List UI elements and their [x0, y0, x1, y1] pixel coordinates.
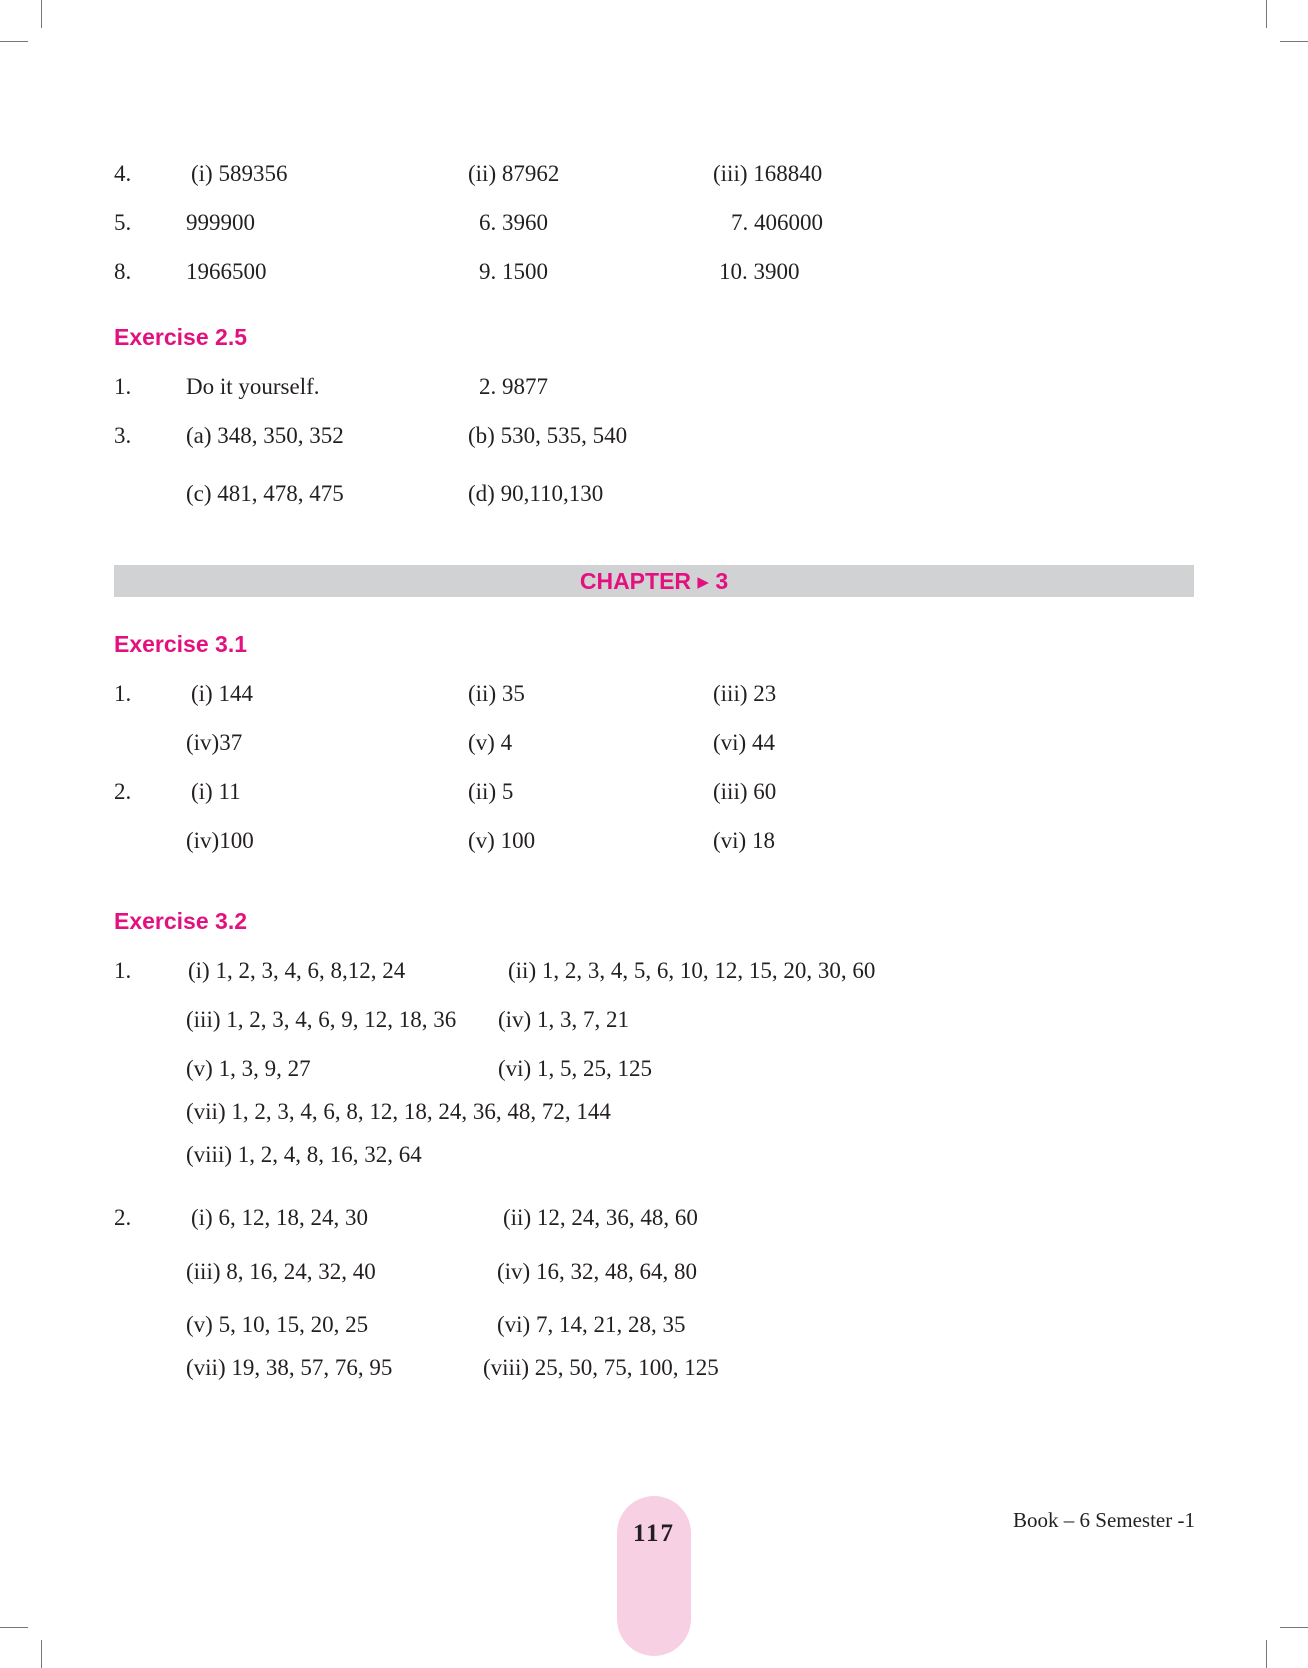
answer-item: (iv)37 — [186, 730, 243, 755]
answer-item: (b) 530, 535, 540 — [468, 423, 628, 448]
answer-item: (v) 4 — [468, 730, 513, 755]
answer-item: (i) 6, 12, 18, 24, 30 — [191, 1205, 368, 1230]
answer-item: (iii) 8, 16, 24, 32, 40 — [186, 1259, 376, 1284]
answer-item: (v) 100 — [468, 828, 536, 853]
answer-item: (iv) 1, 3, 7, 21 — [498, 1007, 629, 1032]
answer-item: (i) 1, 2, 3, 4, 6, 8,12, 24 — [188, 958, 406, 983]
answer-item: (vi) 18 — [713, 828, 775, 853]
answer-item: (c) 481, 478, 475 — [186, 481, 344, 506]
answer-number: 4. — [114, 161, 132, 186]
answer-item: (vi) 7, 14, 21, 28, 35 — [497, 1312, 686, 1337]
answer-number: 1. — [114, 374, 132, 399]
answer-item: (d) 90,110,130 — [468, 481, 604, 506]
exercise-3-2-heading: Exercise 3.2 — [114, 908, 248, 934]
answer-item: 1966500 — [186, 259, 267, 284]
answer-item: (ii) 5 — [468, 779, 514, 804]
answer-item: (iv) 16, 32, 48, 64, 80 — [497, 1259, 697, 1284]
crop-mark-top-right-vertical — [1266, 0, 1267, 28]
answer-item: (a) 348, 350, 352 — [186, 423, 344, 448]
answer-number: 1. — [114, 958, 132, 983]
answer-item: (ii) 87962 — [468, 161, 560, 186]
answer-item: (vi) 1, 5, 25, 125 — [498, 1056, 652, 1081]
page-number-tab — [617, 1496, 691, 1656]
answer-item: (i) 11 — [191, 779, 241, 804]
page-number: 117 — [632, 1520, 676, 1547]
answer-item: 7. 406000 — [731, 210, 823, 235]
answer-number: 1. — [114, 681, 132, 706]
crop-mark-bottom-right-vertical — [1266, 1640, 1267, 1668]
answer-number: 3. — [114, 423, 132, 448]
answer-item: (iii) 23 — [713, 681, 777, 706]
crop-mark-top-left-horizontal — [0, 41, 28, 42]
answer-item: (ii) 35 — [468, 681, 525, 706]
book-semester-label: Book – 6 Semester -1 — [1013, 1508, 1195, 1532]
answer-item: 10. 3900 — [719, 259, 800, 284]
chapter-banner — [114, 565, 1194, 597]
answer-item: (vii) 1, 2, 3, 4, 6, 8, 12, 18, 24, 36, 48, 72, 144 — [186, 1099, 611, 1124]
chapter-title: CHAPTER ▸ 3 — [579, 568, 729, 594]
answer-item: 9. 1500 — [479, 259, 548, 284]
answer-number: 5. — [114, 210, 132, 235]
exercise-2-5-heading: Exercise 2.5 — [114, 324, 248, 350]
answer-item: (iii) 60 — [713, 779, 777, 804]
answer-number: 2. — [114, 1205, 132, 1230]
answer-item: (ii) 1, 2, 3, 4, 5, 6, 10, 12, 15, 20, 30, 60 — [508, 958, 876, 983]
answer-item: 2. 9877 — [479, 374, 548, 399]
answer-number: 8. — [114, 259, 132, 284]
exercise-3-1-heading: Exercise 3.1 — [114, 631, 248, 657]
crop-mark-top-right-horizontal — [1280, 41, 1308, 42]
crop-mark-bottom-right-horizontal — [1280, 1627, 1308, 1628]
answer-item: (v) 1, 3, 9, 27 — [186, 1056, 311, 1081]
answer-item: 999900 — [186, 210, 255, 235]
answer-item: (viii) 1, 2, 4, 8, 16, 32, 64 — [186, 1142, 422, 1167]
answer-item: (iii) 1, 2, 3, 4, 6, 9, 12, 18, 36 — [186, 1007, 457, 1032]
answer-item: (iv)100 — [186, 828, 254, 853]
answer-item: 6. 3960 — [479, 210, 548, 235]
crop-mark-bottom-left-vertical — [41, 1640, 42, 1668]
answer-item: (vi) 44 — [713, 730, 775, 755]
answer-item: (i) 589356 — [191, 161, 288, 186]
crop-mark-bottom-left-horizontal — [0, 1627, 28, 1628]
answer-number: 2. — [114, 779, 132, 804]
answer-item: (vii) 19, 38, 57, 76, 95 — [186, 1355, 393, 1380]
answer-item: (ii) 12, 24, 36, 48, 60 — [503, 1205, 698, 1230]
crop-mark-top-left-vertical — [41, 0, 42, 28]
answer-item: (v) 5, 10, 15, 20, 25 — [186, 1312, 369, 1337]
answer-item: (i) 144 — [191, 681, 253, 706]
answer-item: (viii) 25, 50, 75, 100, 125 — [483, 1355, 719, 1380]
answer-item: Do it yourself. — [186, 374, 320, 399]
answer-item: (iii) 168840 — [713, 161, 823, 186]
